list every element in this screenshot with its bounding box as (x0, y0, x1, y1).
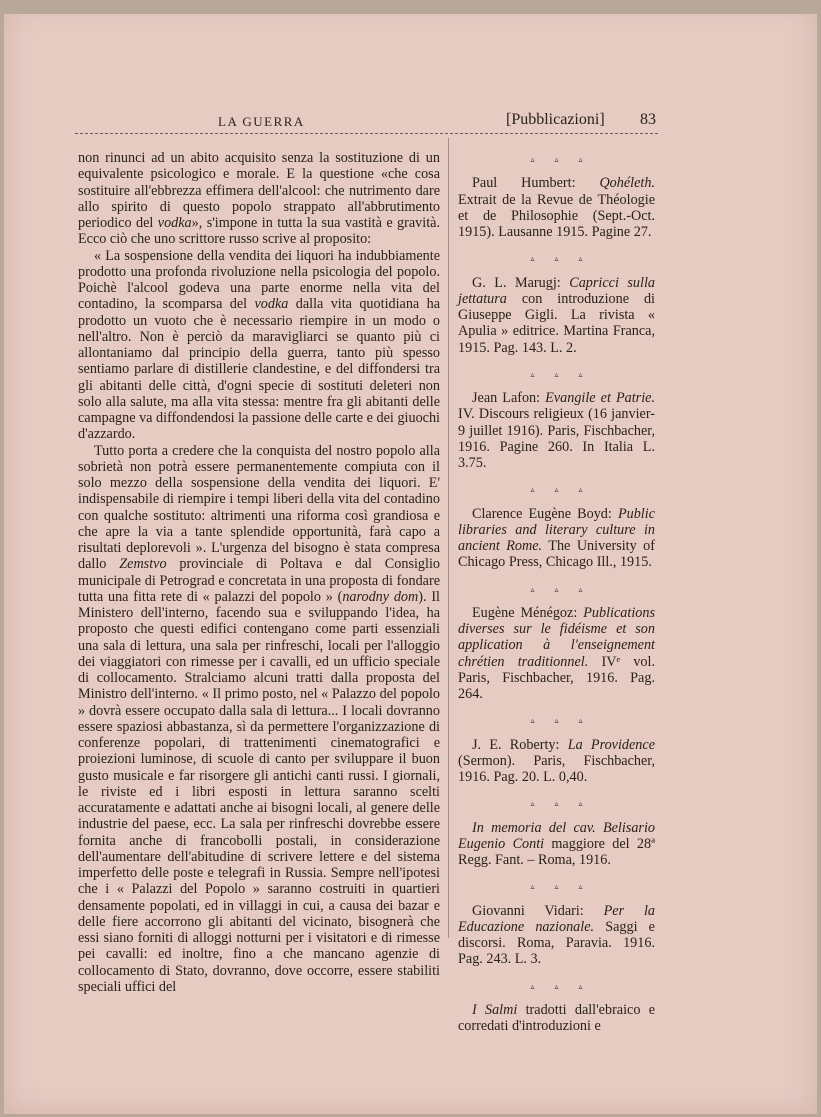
text-run: Eugène Ménégoz: (472, 604, 584, 621)
text-run: Jean Lafon: (472, 390, 546, 406)
section-label: [Pubblicazioni] (506, 111, 605, 128)
separator-ornament: ▵ ▵ ▵ (530, 369, 592, 379)
bibliography-entry (458, 175, 655, 240)
italic-text: Publications diverses sur le fidéisme et son application à l'enseignement chrétien traditionnel. (458, 604, 655, 670)
text-run: The University of Chicago Press, Chicago Ill., 1915. (458, 538, 655, 571)
italic-text: Public libraries and literary culture in ancient Rome. (458, 505, 655, 554)
italic-text: Evangile et Patrie. (545, 390, 655, 406)
bibliography-entry (458, 390, 655, 471)
italic-text: In memoria del cav. Belisario Eugenio Conti (458, 819, 655, 852)
left-column (78, 150, 440, 995)
running-title: LA GUERRA (218, 114, 305, 129)
italic-text: Per la Educazione nazionale. (458, 902, 655, 935)
text-run: Paul Humbert: (472, 175, 600, 192)
separator-ornament: ▵ ▵ ▵ (530, 981, 592, 991)
bibliography-entry (458, 737, 655, 786)
text-run: IV. Discours religieux (16 janvier-9 juillet 1916). Paris, Fischbacher, 1916. Pagine 260. In Italia L. 3.75. (458, 406, 655, 471)
top-edge (4, 4, 817, 14)
bibliography-entry (458, 605, 655, 703)
text-run: Tutto porta a credere che la conquista del nostro popolo alla sobrietà non potrà essere permanentemente compiuta con il solo mezzo della sospensione della vendita dei liquori. E' indispensabile di riempire i tempi liberi della vita del contadino con qualche sostituto: altrimenti una riforma così grandiosa e che apre la via a tante splendide opportunità, farà capo a risultati deplorevoli ». L'urgenza del bisogno è stata compresa dallo (78, 442, 440, 573)
bibliography-entry (458, 275, 655, 356)
text-run: G. L. Marugj: (472, 274, 570, 291)
text-run: dalla vita quotidiana ha prodotto un vuoto che è necessario riempire in un modo o nell'altro. Non è perciò da maravigliarci se quanto più ci allontaniamo dal principio della guerra, tanto più spesso sentiamo parlare di distillerie clandestine, e del diffondersi tra gli abitanti delle città, d'ogni specie di sostituti deleteri non solo alla salute, ma alla vita stessa: mentre fra gli abitanti delle campagne va diffondendosi la passione delle carte e dei giuochi d'azzardo. (78, 296, 440, 443)
paragraph (78, 150, 440, 248)
text-run: maggiore del 28ª Regg. Fant. – Roma, 1916. (458, 835, 655, 868)
italic-text: narodny dom (342, 588, 419, 605)
text-run: con introduzione di Giuseppe Gigli. La rivista « Apulia » editrice. Martina Franca, 1915. Pag. 143. L. 2. (458, 290, 655, 356)
italic-text: vodka (254, 296, 289, 313)
column-divider (448, 138, 449, 938)
bibliography-entry (458, 1002, 655, 1035)
text-run: (Sermon). Paris, Fischbacher, 1916. Pag. 20. L. 0,40. (458, 752, 655, 785)
text-run: Giovanni Vidari: (472, 902, 604, 919)
italic-text: Qohéleth. (599, 175, 655, 192)
paragraph (78, 248, 440, 443)
bibliography-entry (458, 820, 655, 869)
bibliography-entry (458, 903, 655, 968)
separator-ornament: ▵ ▵ ▵ (530, 584, 592, 594)
separator-ornament: ▵ ▵ ▵ (530, 716, 592, 726)
paragraph (78, 443, 440, 996)
text-run: Saggi e discorsi. Roma, Paravia. 1916. Pag. 243. L. 3. (458, 918, 655, 968)
italic-text: La Providence (567, 736, 655, 753)
text-run: provinciale di Poltava e dal Consiglio municipale di Petrograd e concretata in una proposta di fondare tutta una fitta rete di « palazzi del popolo » ( (78, 556, 440, 605)
separator-ornament: ▵ ▵ ▵ (530, 882, 592, 892)
separator-ornament: ▵ ▵ ▵ (530, 485, 592, 495)
page-header (80, 111, 656, 133)
text-run: ). Il Ministero dell'interno, facendo sua e sviluppando l'idea, ha proposto che questi edifici contengano come parti essenziali una sala di lettura, una sala per rinfreschi, locali per l'alloggio dei viaggiatori con rimesse per i cavalli, ed un ufficio speciale di collocamento. Stralciamo alcuni tratti dalla proposta del Ministro dell'interno. « Il primo posto, nel « Palazzo del popolo » dovrà essere occupato dalla sala di lettura... I locali dovranno essere spaziosi abbastanza, sì da permettere l'organizzazione di conferenze popolari, di trattenimenti cinematografici e proiezioni luminose, di scuole di canto per sviluppare il buon gusto musicale e far risorgere gli antichi canti russi. I giornali, le riviste ed i libri esposti in lettura saranno scelti accuratamente e adattati anche ai bisogni locali, al genere delle industrie del paese, ecc. La sala per rinfreschi dovrebbe essere fornita anche di francobolli postali, in considerazione dell'aumentare dell'abitudine di scrivere lettere e del sistema imperfetto delle poste e telegrafi in Russia. Sempre nell'ipotesi che i « Palazzi del Popolo » saranno costruiti in quartieri densamente popolati, ed in villaggi in cui, a causa dei bazar e delle fiere accorrono gli abitanti del vicinato, bisognerà che essi siano forniti di alloggi notturni per i visitatori e di rimesse pei cavalli: ed inoltre, fino a che mancano agenzie di collocamento di Stato, dovranno, dove occorre, essere stabiliti speciali uffici del (78, 588, 440, 995)
text-run: Extrait de la Revue de Théologie et de Philosophie (Sept.-Oct. 1915). Lausanne 1915. Pagine 27. (458, 191, 655, 240)
text-run: « La sospensione della vendita dei liquori ha indubbiamente prodotto una profonda rivoluzione nella psicologia del popolo. Poichè l'alcool godeva una parte enorme nella vita del contadino, la scomparsa del (78, 247, 440, 313)
text-run: », s'impone in tutta la sua vastità e gravità. Ecco ciò che uno scrittore russo scrive al proposito: (78, 215, 440, 248)
page-number: 83 (640, 111, 656, 128)
text-run: Clarence Eugène Boyd: (472, 505, 618, 522)
header-rule (75, 133, 658, 134)
text-run: J. E. Roberty: (472, 736, 568, 753)
separator-ornament: ▵ ▵ ▵ (530, 799, 592, 809)
separator-ornament: ▵ ▵ ▵ (530, 155, 592, 164)
italic-text: vodka (157, 215, 192, 231)
text-run: tradotti dall'ebraico e corredati d'introduzioni e (458, 1001, 655, 1034)
text-run: IVᵉ vol. Paris, Fischbacher, 1916. Pag. 264. (458, 653, 655, 702)
italic-text: Capricci sulla jettatura (458, 274, 655, 307)
italic-text: Zemstvo (119, 556, 167, 573)
text-run: non rinunci ad un abito acquisito senza la sostituzione di un equivalente psicologico e morale. E la questione «che cosa sostituire all'ebbrezza effimera dell'alcool: che nutrimento dare allo spirito di questo popolo strappato all'abbrutimento periodico del (78, 150, 440, 231)
bibliography-entry (458, 506, 655, 571)
right-column (458, 150, 655, 1045)
italic-text: I Salmi (472, 1001, 518, 1018)
separator-ornament: ▵ ▵ ▵ (530, 254, 592, 264)
